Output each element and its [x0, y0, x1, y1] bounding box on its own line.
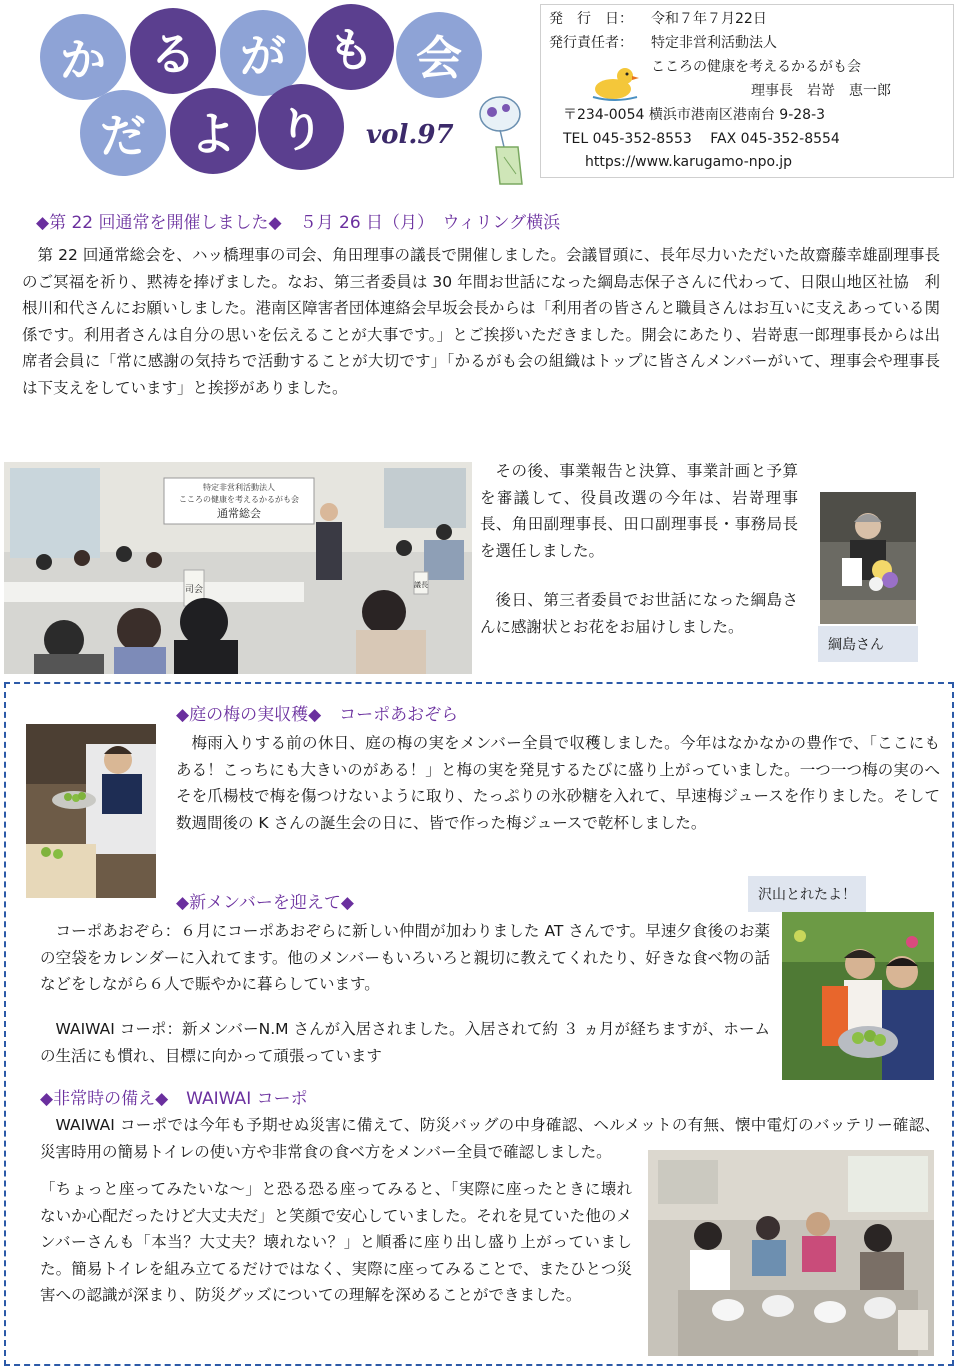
- title-char: だ: [80, 90, 166, 176]
- article-paragraph: その後、事業報告と決算、事業計画と予算を審議して、役員改選の今年は、岩嵜理事長、角田副理事長、田口副理事長・事務局長を選任しました。: [480, 462, 798, 560]
- title-char: か: [40, 14, 126, 100]
- section-title: ◆第 22 回通常を開催しました◆: [36, 213, 282, 233]
- responsible-label: 発行責任者：: [549, 35, 633, 51]
- chair-name: 理事長 岩嵜 恵一郎: [751, 83, 891, 99]
- section-title: ◆庭の梅の実収穫◆: [176, 705, 322, 725]
- address: 〒234-0054 横浜市港南区港南台 9-28-3: [563, 107, 826, 123]
- wind-chime-icon: [470, 92, 540, 192]
- title-char: る: [130, 8, 216, 94]
- website: https://www.karugamo-npo.jp: [585, 154, 793, 170]
- section-title: ◆新メンバーを迎えて◆: [176, 893, 354, 913]
- issuer-info-box: [540, 4, 954, 178]
- title-char: が: [220, 10, 306, 96]
- desk-sign-text: 議長: [414, 581, 428, 589]
- photo-caption: 綱島さん: [818, 626, 918, 662]
- banner-text: 特定非営利活動法人: [203, 483, 275, 492]
- title-char: 会: [396, 12, 482, 98]
- section-heading: [176, 888, 354, 913]
- article-paragraph: 第 22 回通常総会を、ハッ橋理事の司会、角田理事の議長で開催しました。会議冒頭に、長年尽力いただいた故齋藤幸雄副理事長のご冥福を祈り、黙祷を捧げました。なお、第三者委員は 30 年間お世話になった綱島志保子さんに代わって、日限山地区社協 利根川和代さんにお願いしました。港南区障害者団体連絡会早坂会長からは「利用者の皆さんと職員さんはお互いに支えあっている関係です。利用者さんは自分の思いを伝えることが大事です。」とご挨拶いただきました。開会にあたり、岩嵜恵一郎理事長からは出席者会員に「常に感謝の気持ちで活動することが大切です」「かるがも会の組織はトップに皆さんメンバーがいて、理事会や理事長は下支えをしています」と挨拶がありました。: [22, 246, 940, 397]
- phone-fax: TEL 045-352-8553 FAX 045-352-8554: [563, 131, 840, 147]
- section-place: コーポあおぞら: [339, 705, 459, 725]
- section-heading: [176, 700, 458, 725]
- article-paragraph: 後日、第三者委員でお世話になった綱島さんに感謝状とお花をお届けしました。: [480, 591, 798, 636]
- title-char: よ: [170, 88, 256, 174]
- plum-harvest-photo: [26, 724, 156, 898]
- section-place: WAIWAI コーポ: [186, 1089, 308, 1109]
- title-char: り: [258, 84, 344, 170]
- disaster-drill-photo: [648, 1150, 934, 1356]
- banner-text: こころの健康を考えるかるがも会: [179, 495, 299, 504]
- title-char: も: [308, 4, 394, 90]
- section-heading: [36, 208, 560, 233]
- issue-date-label: 発 行 日：: [549, 11, 633, 27]
- banner-text: 通常総会: [217, 507, 261, 520]
- section-title: ◆非常時の備え◆: [40, 1089, 169, 1109]
- organization-line2: こころの健康を考えるかるがも会: [651, 59, 861, 75]
- organization-line1: 特定非営利活動法人: [651, 35, 777, 51]
- general-meeting-photo: [4, 462, 472, 674]
- volume-number: vol.97: [366, 120, 454, 150]
- desk-sign-text: 司会: [184, 585, 204, 595]
- article-paragraph: 梅雨入りする前の休日、庭の梅の実をメンバー全員で収穫しました。今年はなかなかの豊作で、「ここにもある！こっちにも大きいのがある！」と梅の実を発見するたびに盛り上がっていました。一つ一つ梅の実のへそを爪楊枝で梅を傷つけないように取り、たっぷりの氷砂糖を入れて、早速梅ジュースを作りました。そして数週間後の K さんの誕生会の日に、皆で作った梅ジュースで乾杯しました。: [176, 734, 940, 832]
- article-paragraph: WAIWAI コーポ：新メンバーN.M さんが入居されました。入居されて約 ３ ヵ月が経ちますが、ホームの生活にも慣れ、目標に向かって頑張っています: [40, 1020, 770, 1065]
- section-heading: [40, 1084, 308, 1109]
- article-paragraph: 「ちょっと座ってみたいな～」と恐る恐る座ってみると、「実際に座ったときに壊れないか心配だったけど大丈夫だ」と笑顔で安心していました。それを見ていた他のメンバーさんも「本当？大丈夫？壊れない？」と順番に座り出し盛り上がっていました。簡易トイレを組み立てるだけではなく、実際に座ってみることで、またひとつ災害への認識が深まり、防災グッズについての理解を深めることができました。: [40, 1180, 632, 1304]
- photo-caption: 沢山とれたよ！: [748, 876, 866, 912]
- issue-date: 令和７年７月22日: [651, 11, 767, 27]
- duck-icon: [591, 65, 639, 101]
- section-date-place: ５月 26 日（月） ウィリング横浜: [299, 213, 561, 233]
- article-paragraph: コーポあおぞら：６月にコーポあおぞらに新しい仲間が加わりました AT さんです。早速夕食後のお薬の空袋をカレンダーに入れてます。他のメンバーもいろいろと親切に教えてくれたり、好きな食べ物の話などをしながら６人で賑やかに暮らしています。: [40, 922, 770, 993]
- tsunashima-photo: [820, 492, 916, 624]
- plums-in-bowl-photo: [782, 912, 934, 1080]
- article-paragraph: WAIWAI コーポでは今年も予期せぬ災害に備えて、防災バッグの中身確認、ヘルメットの有無、懐中電灯のバッテリー確認、災害時用の簡易トイレの使い方や非常食の食べ方をメンバー全員で確認しました。: [40, 1116, 940, 1161]
